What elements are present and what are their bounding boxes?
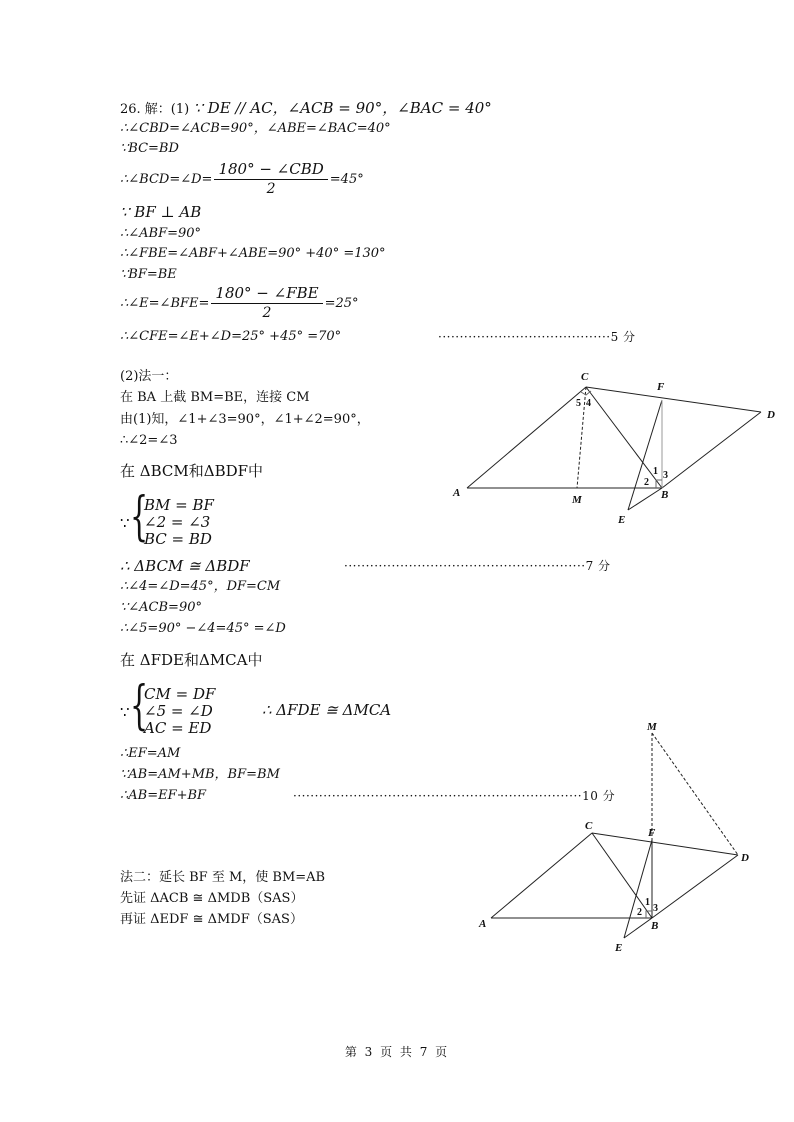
label-d: D [741,852,749,864]
step-line: ∴AB=EF+BF [120,788,207,803]
step-line: ∴∠5=90° −∠4=45° =∠D [120,621,286,636]
left-brace: { [130,676,149,736]
equation-row: ∠5 = ∠D [144,702,213,720]
step-line: ∵AB=AM+MB，BF=BM [120,767,280,782]
label-b: B [661,489,669,501]
segment-cb [592,833,652,918]
label-e: E [615,942,623,954]
problem-number: 26. 解：(1) [120,102,190,117]
segment-md [652,733,738,855]
segment-be [624,918,652,938]
score-text: 10 分 [582,789,616,803]
given-conditions: ∵ DE // AC，∠ACB = 90°，∠BAC = 40° [193,99,492,117]
label-m: M [572,494,582,506]
score-marker: ···································································10 分 [293,789,616,803]
step-line: ∵ BF ⊥ AB [120,203,202,221]
step-line: 由(1)知，∠1+∠3=90°，∠1+∠2=90°， [120,412,370,427]
step-line: 在 BA 上截 BM=BE，连接 CM [120,390,310,405]
step-line: ∴∠FBE=∠ABF+∠ABE=90° +40° =130° [120,246,386,261]
fraction-numerator: 180° − ∠CBD [214,160,327,180]
step-line: ∵BC=BD [120,141,179,156]
step-line: ∵BF=BE [120,267,177,282]
label-m: M [647,721,657,733]
label-e: E [618,514,626,526]
right-angle-mark [581,391,591,395]
equation-row: BC = BD [144,530,212,548]
angle-label-2: 2 [644,477,649,488]
fraction-denominator: 2 [266,181,276,197]
score-marker: ········································5 分 [438,330,636,344]
score-text: 7 分 [585,559,611,573]
equation-row: CM = DF [144,685,216,703]
fraction-suffix: =45° [329,172,364,187]
congruence-conclusion: ∴ ΔFDE ≅ ΔMCA [262,701,392,719]
equation-row: ∠2 = ∠3 [144,513,211,531]
angle-label-1: 1 [645,897,650,908]
segment-bd [652,855,738,918]
label-c: C [581,371,589,383]
left-brace: { [130,487,149,547]
step-line: 法二：延长 BF 至 M，使 BM=AB [120,870,326,885]
segment-ac [491,833,592,918]
step-line: 先证 ΔACB ≅ ΔMDB（SAS） [120,891,304,906]
segment-bd [662,412,761,488]
score-marker: ························································7 分 [344,559,611,573]
step-line: ∴∠CBD=∠ACB=90°，∠ABE=∠BAC=40° [120,121,391,136]
label-f: F [657,381,665,393]
fraction-prefix: ∴∠E=∠BFE= [120,296,210,311]
label-c: C [585,820,593,832]
page-footer: 第 3 页 共 7 页 [344,1045,450,1059]
step-line: ∴∠CFE=∠E+∠D=25° +45° =70° [120,329,342,344]
segment-cd [592,833,738,855]
step-line: 在 ΔFDE和ΔMCA中 [120,651,263,669]
equation-row: AC = ED [144,719,212,737]
because-symbol: ∵ [120,703,130,721]
step-line: ∴ ΔBCM ≅ ΔBDF [120,557,250,575]
fraction-suffix: =25° [324,296,359,311]
angle-label-1: 1 [653,466,658,477]
segment-ef [628,400,662,510]
angle-label-3: 3 [653,903,658,914]
segment-ef [624,840,652,938]
label-a: A [479,918,487,930]
fraction-denominator: 2 [262,305,272,321]
angle-label-4: 4 [586,398,591,409]
segment-be [628,488,662,510]
equation-row: BM = BF [144,496,214,514]
angle-label-2: 2 [637,907,642,918]
step-line: ∵∠ACB=90° [120,600,202,615]
angle-label-5: 5 [576,398,581,409]
step-line: 在 ΔBCM和ΔBDF中 [120,462,264,480]
segment-ac [467,387,586,488]
fraction-numerator: 180° − ∠FBE [211,284,322,304]
step-line: ∴∠4=∠D=45°，DF=CM [120,579,281,594]
angle-label-3: 3 [663,470,668,481]
label-b: B [651,920,659,932]
fraction-prefix: ∴∠BCD=∠D= [120,172,213,187]
segment-cd [586,387,761,412]
score-text: 5 分 [610,330,636,344]
step-line: ∴EF=AM [120,746,181,761]
label-f: F [648,827,656,839]
label-a: A [453,487,461,499]
step-line: 再证 ΔEDF ≅ ΔMDF（SAS） [120,912,303,927]
because-symbol: ∵ [120,514,130,532]
step-line: ∴∠ABF=90° [120,226,202,241]
method-title: (2)法一： [120,369,178,384]
step-line: ∴∠2=∠3 [120,433,178,448]
label-d: D [767,409,775,421]
